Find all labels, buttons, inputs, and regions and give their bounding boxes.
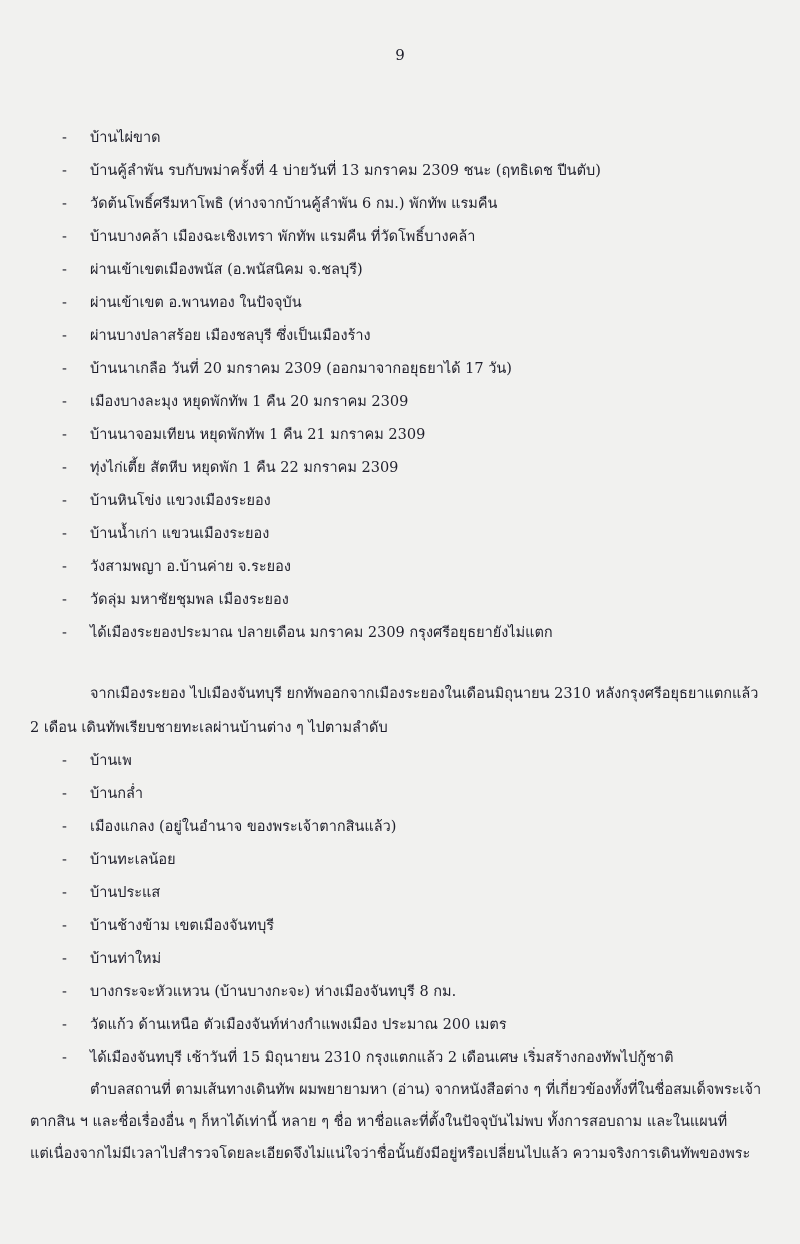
page-number: 9 <box>395 46 405 64</box>
list-item: - เมืองบางละมุง หยุดพักทัพ 1 คืน 20 มกราคม 2309 <box>62 394 409 410</box>
list-item: - บ้านน้ำเก่า แขวนเมืองระยอง <box>62 526 270 542</box>
list-item: - บ้านหินโข่ง แขวงเมืองระยอง <box>62 493 271 509</box>
list-item: - วัดลุ่ม มหาชัยชุมพล เมืองระยอง <box>62 592 289 608</box>
list-item: - ได้เมืองระยองประมาณ ปลายเดือน มกราคม 2309 กรุงศรีอยุธยายังไม่แตก <box>62 625 553 641</box>
list-item: - วัดแก้ว ด้านเหนือ ตัวเมืองจันท์ห่างกำแพงเมือง ประมาณ 200 เมตร <box>62 1017 507 1033</box>
paragraph-line: 2 เดือน เดินทัพเรียบชายทะเลผ่านบ้านต่าง ๆ ไปตามลำดับ <box>30 720 388 736</box>
paragraph-line: จากเมืองระยอง ไปเมืองจันทบุรี ยกทัพออกจากเมืองระยองในเดือนมิถุนายน 2310 หลังกรุงศรีอยุธยาแตกแล้ว <box>90 686 759 702</box>
list-item: - บ้านไผ่ขาด <box>62 130 161 146</box>
list-item: - บ้านบางคล้า เมืองฉะเชิงเทรา พักทัพ แรมคืน ที่วัดโพธิ์บางคล้า <box>62 229 476 245</box>
list-item: - วังสามพญา อ.บ้านค่าย จ.ระยอง <box>62 559 291 575</box>
list-item: - ได้เมืองจันทบุรี เช้าวันที่ 15 มิถุนายน 2310 กรุงแตกแล้ว 2 เดือนเศษ เริ่มสร้างกองทัพไปกู้ชาติ <box>62 1050 674 1066</box>
list-item: - บ้านกล่ำ <box>62 786 144 802</box>
list-item: - เมืองแกลง (อยู่ในอำนาจ ของพระเจ้าตากสินแล้ว) <box>62 819 397 835</box>
list-item: - บ้านทะเลน้อย <box>62 852 176 868</box>
list-item: - ผ่านบางปลาสร้อย เมืองชลบุรี ซึ่งเป็นเมืองร้าง <box>62 328 371 344</box>
paragraph-line: ตากสิน ฯ และชื่อเรื่องอื่น ๆ ก็หาได้เท่านี้ หลาย ๆ ชื่อ หาชื่อและที่ตั้งในปัจจุบันไม่พบ ทั้งการสอบถาม และในแผนที่ <box>30 1114 728 1130</box>
list-item: - บ้านนาจอมเทียน หยุดพักทัพ 1 คืน 21 มกราคม 2309 <box>62 427 426 443</box>
paragraph-line: แต่เนื่องจากไม่มีเวลาไปสำรวจโดยละเอียดจึงไม่แน่ใจว่าชื่อนั้นยังมีอยู่หรือเปลี่ยนไปแล้ว ความจริงการเดินทัพของพระ <box>30 1146 751 1162</box>
list-item: - วัดต้นโพธิ์ศรีมหาโพธิ (ห่างจากบ้านคู้ลำพัน 6 กม.) พักทัพ แรมคืน <box>62 196 498 212</box>
list-item: - บ้านนาเกลือ วันที่ 20 มกราคม 2309 (ออกมาจากอยุธยาได้ 17 วัน) <box>62 361 512 377</box>
list-item: - บ้านเพ <box>62 753 132 769</box>
list-item: - บ้านช้างข้าม เขตเมืองจันทบุรี <box>62 918 275 934</box>
paragraph-line: ตำบลสถานที่ ตามเส้นทางเดินทัพ ผมพยายามหา (อ่าน) จากหนังสือต่าง ๆ ที่เกี่ยวข้องทั้งที่ในชื่อสมเด็จพระเจ้า <box>90 1082 762 1098</box>
list-item: - ทุ่งไก่เตี้ย สัตหีบ หยุดพัก 1 คืน 22 มกราคม 2309 <box>62 460 399 476</box>
list-item: - บ้านประแส <box>62 885 161 901</box>
list-item: - บ้านคู้ลำพัน รบกับพม่าครั้งที่ 4 บ่ายวันที่ 13 มกราคม 2309 ชนะ (ฤทธิเดช ปีนตับ) <box>62 163 601 179</box>
list-item: - บางกระจะหัวแหวน (บ้านบางกะจะ) ห่างเมืองจันทบุรี 8 กม. <box>62 984 457 1000</box>
list-item: - ผ่านเข้าเขตเมืองพนัส (อ.พนัสนิคม จ.ชลบุรี) <box>62 262 363 278</box>
list-item: - บ้านท่าใหม่ <box>62 951 162 967</box>
list-item: - ผ่านเข้าเขต อ.พานทอง ในปัจจุบัน <box>62 295 302 311</box>
